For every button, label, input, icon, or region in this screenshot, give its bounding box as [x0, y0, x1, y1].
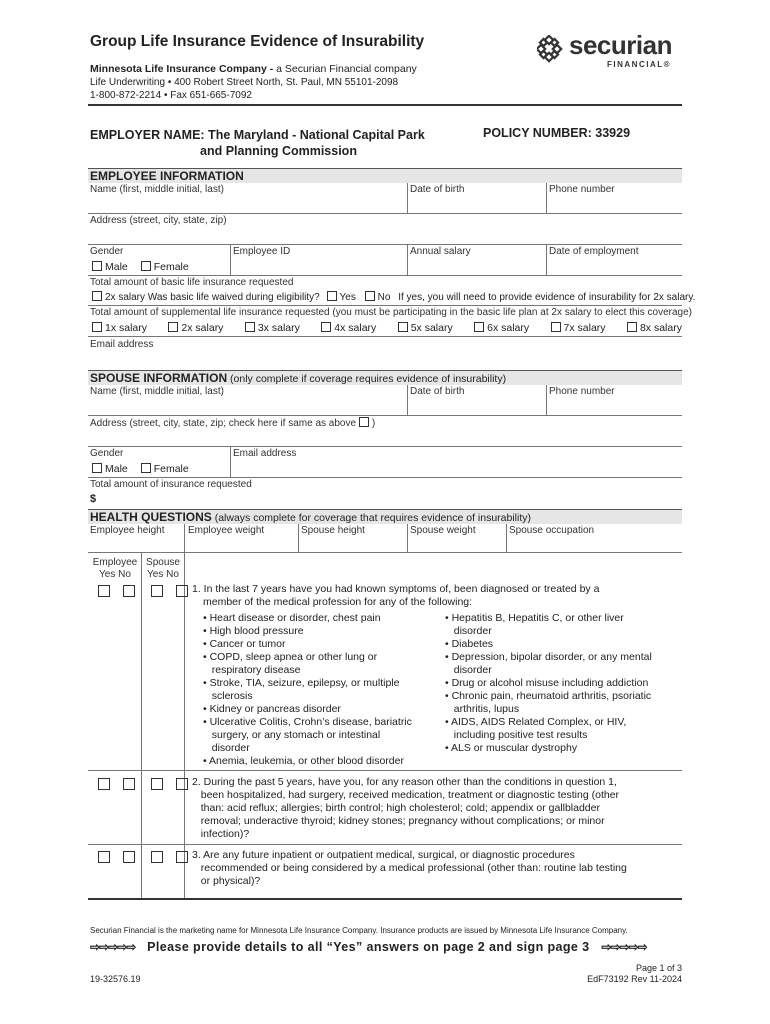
divider — [88, 770, 682, 771]
divider — [88, 415, 682, 416]
bullet-item: • Ulcerative Colitis, Crohn’s disease, bariatric — [203, 716, 412, 728]
waived-yes-label: Yes — [339, 292, 356, 303]
basic-2x-label: 2x salary Was basic life waived during eligibility? — [105, 292, 320, 303]
no-label: No — [166, 569, 179, 580]
employee-section-header — [88, 168, 682, 183]
divider — [184, 552, 185, 898]
employee-gender-options — [92, 261, 189, 273]
supp-option[interactable] — [551, 322, 606, 334]
waived-no-checkbox[interactable] — [365, 291, 375, 301]
disclaimer: Securian Financial is the marketing name for Minnesota Life Insurance Company. Insurance products are issued by Minnesota Life Insurance Company. — [90, 926, 628, 935]
divider — [407, 385, 408, 415]
divider — [407, 183, 408, 213]
header-divider — [88, 104, 682, 106]
q3-line: 3. Are any future inpatient or outpatient medical, surgical, or diagnostic procedures — [192, 849, 575, 861]
q2-employee-no[interactable] — [123, 778, 135, 790]
q1-left-bullets — [203, 612, 412, 768]
bullet-item: arthritis, lupus — [445, 703, 520, 715]
q2-answers — [98, 776, 191, 794]
q2-line: been hospitalized, had surgery, received medication, treatment or diagnostic testing (other — [192, 789, 620, 801]
male-checkbox[interactable] — [92, 261, 102, 271]
employee-gender-label: Gender — [90, 246, 124, 257]
health-bottom-rule — [88, 898, 682, 900]
supp-option-checkbox[interactable] — [321, 322, 331, 332]
q2-line: infection)? — [192, 828, 250, 840]
supp-option-label: 4x salary — [334, 322, 377, 334]
supp-option[interactable] — [398, 322, 453, 334]
supp-option-checkbox[interactable] — [627, 322, 637, 332]
supp-option-checkbox[interactable] — [168, 322, 178, 332]
employee-id-field[interactable]: Employee ID — [233, 246, 291, 257]
address-block — [90, 76, 398, 102]
employee-col-label: Employee — [92, 557, 138, 568]
bullet-item: • Chronic pain, rheumatoid arthritis, psoriatic — [445, 690, 652, 702]
female-label: Female — [153, 261, 189, 273]
q2-line: 2. During the past 5 years, have you, for any reason other than the conditions in question 1, — [192, 776, 617, 788]
spouse-phone-field[interactable]: Phone number — [549, 386, 615, 397]
question-3 — [192, 849, 627, 888]
bullet-item: • Diabetes — [445, 638, 494, 650]
spouse-female-label: Female — [153, 463, 189, 475]
q3-employee-yes[interactable] — [98, 851, 110, 863]
employee-weight-field[interactable]: Employee weight — [188, 525, 265, 536]
form-number: 19-32576.19 — [90, 974, 141, 984]
supp-option-label: 6x salary — [487, 322, 530, 334]
bullet-item: respiratory disease — [203, 664, 301, 676]
supp-option-label: 8x salary — [639, 322, 682, 334]
provide-text: Please provide details to all “Yes” answers on page 2 and sign page 3 — [147, 940, 590, 954]
basic-life-label: Total amount of basic life insurance requested — [90, 277, 294, 288]
securian-mark-icon — [537, 35, 567, 65]
spouse-col-label: Spouse — [146, 557, 180, 568]
supp-option-label: 1x salary — [105, 322, 148, 334]
spouse-name-field[interactable]: Name (first, middle initial, last) — [90, 386, 224, 397]
date-employment-field[interactable]: Date of employment — [549, 246, 639, 257]
spouse-occupation-field[interactable]: Spouse occupation — [509, 525, 595, 536]
male-label: Male — [105, 261, 128, 273]
supp-option-label: 3x salary — [257, 322, 300, 334]
question-2 — [192, 776, 619, 841]
basic-2x-checkbox[interactable] — [92, 291, 102, 301]
logo-wordmark: securian — [569, 30, 672, 60]
supp-option-checkbox[interactable] — [474, 322, 484, 332]
spouse-address-field[interactable] — [90, 417, 375, 429]
spouse-female-checkbox[interactable] — [141, 463, 151, 473]
supp-option[interactable] — [245, 322, 300, 334]
supp-options — [92, 322, 682, 334]
bullet-item: • Cancer or tumor — [203, 638, 286, 650]
bullet-item: • Drug or alcohol misuse including addiction — [445, 677, 649, 689]
basic-life-row — [92, 291, 695, 303]
health-heading: HEALTH QUESTIONS — [90, 510, 212, 524]
divider — [88, 275, 682, 276]
spouse-heading: SPOUSE INFORMATION — [90, 371, 228, 385]
bullet-item: • ALS or muscular dystrophy — [445, 742, 578, 754]
bullet-item: • Depression, bipolar disorder, or any mental — [445, 651, 652, 663]
health-note: (always complete for coverage that requires evidence of insurability) — [211, 512, 532, 524]
divider — [298, 524, 299, 552]
q2-line: than: acid reflux; allergies; birth control; high cholesterol; cold; appendix or gallbladder — [192, 802, 600, 814]
employee-heading: EMPLOYEE INFORMATION — [90, 169, 244, 183]
q3-answers — [98, 849, 191, 867]
waived-yes-checkbox[interactable] — [327, 291, 337, 301]
divider — [88, 305, 682, 306]
divider — [230, 446, 231, 477]
divider — [88, 844, 682, 845]
bullet-item: • Heart disease or disorder, chest pain — [203, 612, 381, 624]
bullet-item: • AIDS, AIDS Related Complex, or HIV, — [445, 716, 627, 728]
company-desc: a Securian Financial company — [273, 63, 417, 75]
page-number: Page 1 of 3 — [635, 963, 682, 973]
bullet-item: • Hepatitis B, Hepatitis C, or other liver — [445, 612, 624, 624]
supp-option[interactable] — [474, 322, 529, 334]
employer-name-line1: EMPLOYER NAME: The Maryland - National Capital Park — [90, 128, 425, 142]
bullet-item: sclerosis — [203, 690, 253, 702]
divider — [88, 213, 682, 214]
supp-option[interactable] — [321, 322, 376, 334]
divider — [546, 244, 547, 275]
securian-logo — [537, 30, 681, 71]
spouse-male-checkbox[interactable] — [92, 463, 102, 473]
q3-spouse-no[interactable] — [176, 851, 188, 863]
q1-employee-no[interactable] — [123, 585, 135, 597]
spouse-section-header — [88, 370, 682, 385]
divider — [230, 244, 231, 275]
employee-email-field[interactable]: Email address — [90, 339, 154, 350]
spouse-total-field[interactable]: $ — [90, 493, 97, 505]
divider — [88, 336, 682, 337]
company-name: Minnesota Life Insurance Company - — [90, 63, 274, 75]
policy-number: POLICY NUMBER: 33929 — [483, 126, 631, 140]
employee-name-field[interactable]: Name (first, middle initial, last) — [90, 184, 224, 195]
spouse-address-label: Address (street, city, state, zip; check here if same as above — [90, 418, 357, 429]
spouse-gender-label: Gender — [90, 448, 124, 459]
bullet-item: disorder — [203, 742, 250, 754]
female-checkbox[interactable] — [141, 261, 151, 271]
supp-option-checkbox[interactable] — [398, 322, 408, 332]
supp-option-checkbox[interactable] — [92, 322, 102, 332]
divider — [88, 552, 682, 553]
spouse-total-label: Total amount of insurance requested — [90, 479, 252, 490]
bullet-item: • High blood pressure — [203, 625, 304, 637]
edf-number: EdF73192 Rev 11-2024 — [587, 974, 682, 984]
supp-life-label: Total amount of supplemental life insurance requested (you must be participating in the basic life plan at 2x salary to elect this coverage) — [90, 307, 692, 318]
paren: ) — [371, 418, 376, 429]
supp-option-checkbox[interactable] — [245, 322, 255, 332]
employer-name — [90, 127, 450, 159]
employer-name-line2: and Planning Commission — [200, 144, 357, 158]
bullet-item: surgery, or any stomach or intestinal — [203, 729, 381, 741]
q3-line: recommended or being considered by a medical professional (other than: routine lab testing — [192, 862, 627, 874]
divider — [184, 524, 185, 552]
supp-option[interactable] — [627, 322, 682, 334]
bullet-item: including positive test results — [445, 729, 588, 741]
supp-option-label: 5x salary — [410, 322, 453, 334]
health-section-header — [88, 509, 682, 524]
spouse-note: (only complete if coverage requires evidence of insurability) — [227, 373, 507, 385]
divider — [88, 244, 682, 245]
bullet-item: disorder — [445, 625, 492, 637]
q3-employee-no[interactable] — [123, 851, 135, 863]
arrows-right-icon: ⇨⇨⇨⇨⇨ — [601, 940, 647, 954]
company-line — [90, 63, 417, 75]
annual-salary-field[interactable]: Annual salary — [410, 246, 471, 257]
logo-subtitle: FINANCIAL® — [607, 60, 671, 69]
divider — [407, 524, 408, 552]
no-label: No — [118, 569, 131, 580]
bullet-item: • Kidney or pancreas disorder — [203, 703, 341, 715]
q1-text: 1. In the last 7 years have you had known symptoms of, been diagnosed or treated by a — [192, 583, 600, 595]
spouse-weight-field[interactable]: Spouse weight — [410, 525, 476, 536]
supp-option[interactable] — [92, 322, 147, 334]
q1-text-2: member of the medical profession for any of the following: — [203, 596, 473, 608]
q2-spouse-yes[interactable] — [151, 778, 163, 790]
arrows-left-icon: ⇨⇨⇨⇨⇨ — [90, 940, 136, 954]
phone-line: 1-800-872-2214 • Fax 651-665-7092 — [90, 90, 252, 101]
q2-spouse-no[interactable] — [176, 778, 188, 790]
divider — [407, 244, 408, 275]
supp-option[interactable] — [168, 322, 223, 334]
supp-option-label: 7x salary — [563, 322, 606, 334]
spouse-gender-options — [92, 463, 189, 475]
basic-note: If yes, you will need to provide evidence of insurability for 2x salary. — [398, 292, 696, 303]
yes-label: Yes — [99, 569, 116, 580]
address-line: Life Underwriting • 400 Robert Street North, St. Paul, MN 55101-2098 — [90, 77, 399, 88]
same-address-checkbox[interactable] — [359, 417, 369, 427]
q2-line: removal; underactive thyroid; kidney stones; pregnancy without complications; or minor — [192, 815, 605, 827]
divider — [88, 477, 682, 478]
q1-spouse-yes[interactable] — [151, 585, 163, 597]
q3-line: or physical)? — [192, 875, 261, 887]
bullet-item: disorder — [445, 664, 492, 676]
spouse-col-header — [142, 557, 184, 581]
bullet-item: • Stroke, TIA, seizure, epilepsy, or multiple — [203, 677, 400, 689]
employee-height-field[interactable]: Employee height — [90, 525, 165, 536]
employee-phone-field[interactable]: Phone number — [549, 184, 615, 195]
divider — [506, 524, 507, 552]
divider — [546, 385, 547, 415]
provide-details-banner — [90, 940, 647, 954]
bullet-item: • COPD, sleep apnea or other lung or — [203, 651, 378, 663]
spouse-email-field[interactable]: Email address — [233, 448, 297, 459]
yes-label: Yes — [147, 569, 164, 580]
spouse-male-label: Male — [105, 463, 128, 475]
supp-option-label: 2x salary — [181, 322, 224, 334]
bullet-item: • Anemia, leukemia, or other blood disorder — [203, 755, 404, 767]
employee-dob-field[interactable]: Date of birth — [410, 184, 465, 195]
divider — [88, 446, 682, 447]
q1-employee-yes[interactable] — [98, 585, 110, 597]
employee-col-header — [90, 557, 140, 581]
divider — [546, 183, 547, 213]
spouse-height-field[interactable]: Spouse height — [301, 525, 365, 536]
q1-spouse-no[interactable] — [176, 585, 188, 597]
q2-employee-yes[interactable] — [98, 778, 110, 790]
employee-address-field[interactable]: Address (street, city, state, zip) — [90, 215, 227, 226]
q3-spouse-yes[interactable] — [151, 851, 163, 863]
waived-no-label: No — [377, 292, 391, 303]
spouse-dob-field[interactable]: Date of birth — [410, 386, 465, 397]
form-title: Group Life Insurance Evidence of Insurability — [90, 33, 425, 50]
divider — [141, 552, 142, 898]
q1-right-bullets — [445, 612, 652, 755]
question-1 — [192, 583, 599, 609]
supp-option-checkbox[interactable] — [551, 322, 561, 332]
q1-answers — [98, 583, 191, 601]
